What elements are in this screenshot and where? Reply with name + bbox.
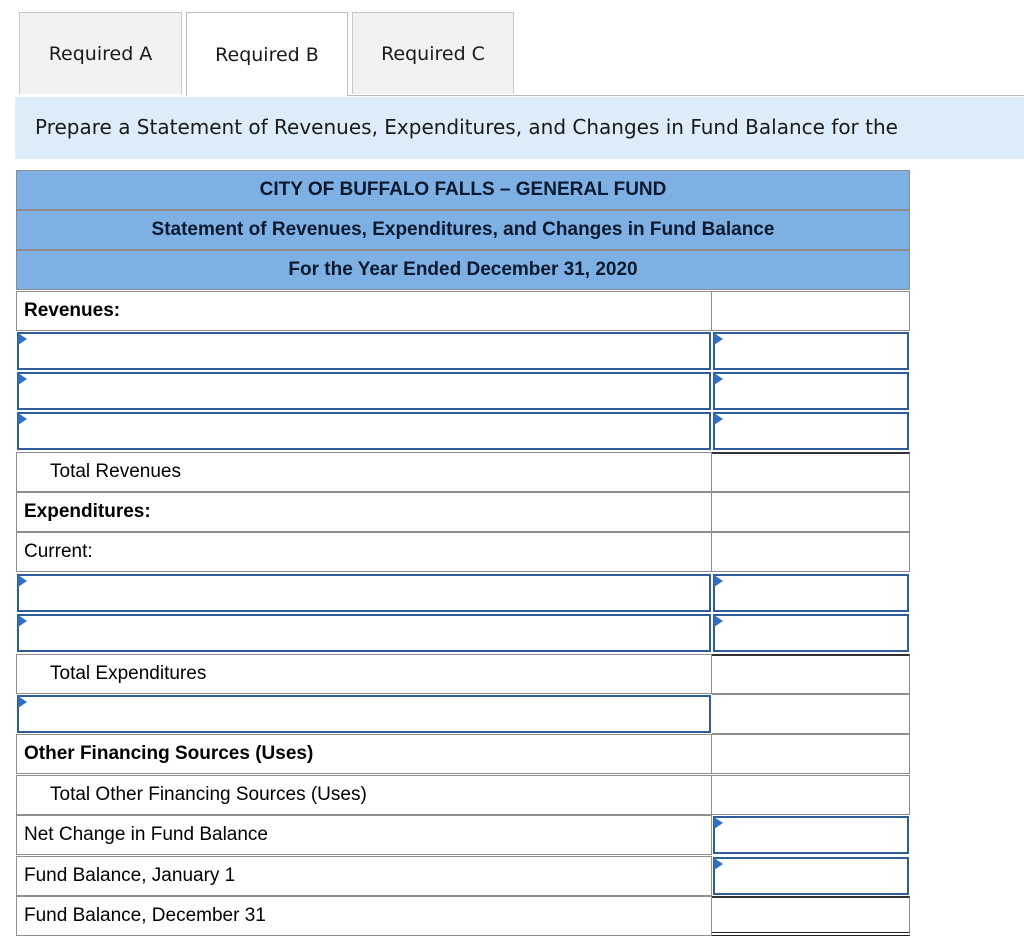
revenue-3-account-dropdown[interactable] xyxy=(17,412,711,450)
excess-amount xyxy=(712,694,910,734)
expenditure-1-account-dropdown[interactable] xyxy=(17,574,711,612)
dropdown-marker-icon xyxy=(18,575,27,587)
fund-balance-jan-row xyxy=(16,856,910,896)
fund-balance-jan-amount-input[interactable] xyxy=(713,857,909,895)
tab-required-c[interactable]: Required C xyxy=(352,12,514,94)
expenditure-2-account-dropdown[interactable] xyxy=(17,614,711,652)
excess-label-dropdown[interactable] xyxy=(17,695,711,733)
dropdown-marker-icon xyxy=(714,858,723,870)
expenditures-label: Expenditures: xyxy=(16,492,712,532)
fund-balance-dec-label: Fund Balance, December 31 xyxy=(16,896,712,936)
fund-balance-jan-label: Fund Balance, January 1 xyxy=(16,856,712,896)
dropdown-marker-icon xyxy=(18,333,27,345)
total-expenditures-amount xyxy=(712,654,910,694)
other-financing-label: Other Financing Sources (Uses) xyxy=(16,734,712,774)
revenue-input-row xyxy=(16,371,910,411)
revenue-2-amount-input[interactable] xyxy=(713,372,909,410)
amount-cell xyxy=(712,532,910,572)
total-other-financing-amount xyxy=(712,775,910,815)
dropdown-marker-icon xyxy=(18,615,27,627)
other-financing-row xyxy=(16,734,910,774)
total-expenditures-row xyxy=(16,654,910,694)
revenue-3-amount-input[interactable] xyxy=(713,412,909,450)
tab-required-a[interactable]: Required A xyxy=(19,12,182,94)
amount-cell xyxy=(712,734,910,774)
revenue-1-account-dropdown[interactable] xyxy=(17,332,711,370)
current-label: Current: xyxy=(16,532,712,572)
dropdown-marker-icon xyxy=(18,413,27,425)
total-expenditures-label: Total Expenditures xyxy=(16,654,712,694)
dropdown-marker-icon xyxy=(714,333,723,345)
revenue-2-account-dropdown[interactable] xyxy=(17,372,711,410)
current-row xyxy=(16,532,910,572)
revenues-label: Revenues: xyxy=(16,291,712,331)
total-other-financing-label: Total Other Financing Sources (Uses) xyxy=(16,775,712,815)
revenue-1-amount-input[interactable] xyxy=(713,332,909,370)
statement-title: CITY OF BUFFALO FALLS – GENERAL FUND xyxy=(16,170,910,210)
excess-row xyxy=(16,694,910,734)
dropdown-marker-icon xyxy=(18,373,27,385)
total-revenues-amount xyxy=(712,452,910,492)
dropdown-marker-icon xyxy=(714,817,723,829)
instruction-banner xyxy=(15,97,1024,159)
tab-divider xyxy=(348,95,1024,96)
net-change-amount-input[interactable] xyxy=(713,816,909,854)
total-revenues-row xyxy=(16,452,910,492)
dropdown-marker-icon xyxy=(714,373,723,385)
statement-subtitle: Statement of Revenues, Expenditures, and Changes in Fund Balance xyxy=(16,210,910,250)
expenditure-input-row xyxy=(16,613,910,653)
total-other-financing-row xyxy=(16,775,910,815)
net-change-row xyxy=(16,815,910,855)
fund-balance-dec-row xyxy=(16,896,910,936)
revenue-input-row xyxy=(16,331,910,371)
statement-period: For the Year Ended December 31, 2020 xyxy=(16,250,910,290)
fund-balance-dec-amount xyxy=(712,896,910,936)
total-revenues-label: Total Revenues xyxy=(16,452,712,492)
instruction-text: Prepare a Statement of Revenues, Expenditures, and Changes in Fund Balance for the xyxy=(35,115,898,139)
revenue-input-row xyxy=(16,411,910,451)
dropdown-marker-icon xyxy=(714,615,723,627)
expenditure-input-row xyxy=(16,573,910,613)
expenditure-2-amount-input[interactable] xyxy=(713,614,909,652)
amount-cell xyxy=(712,492,910,532)
revenues-heading-row xyxy=(16,291,910,331)
dropdown-marker-icon xyxy=(714,413,723,425)
expenditures-heading-row xyxy=(16,492,910,532)
tab-required-b[interactable]: Required B xyxy=(186,12,348,96)
dropdown-marker-icon xyxy=(714,575,723,587)
expenditure-1-amount-input[interactable] xyxy=(713,574,909,612)
dropdown-marker-icon xyxy=(18,696,27,708)
amount-cell xyxy=(712,291,910,331)
net-change-label: Net Change in Fund Balance xyxy=(16,815,712,855)
